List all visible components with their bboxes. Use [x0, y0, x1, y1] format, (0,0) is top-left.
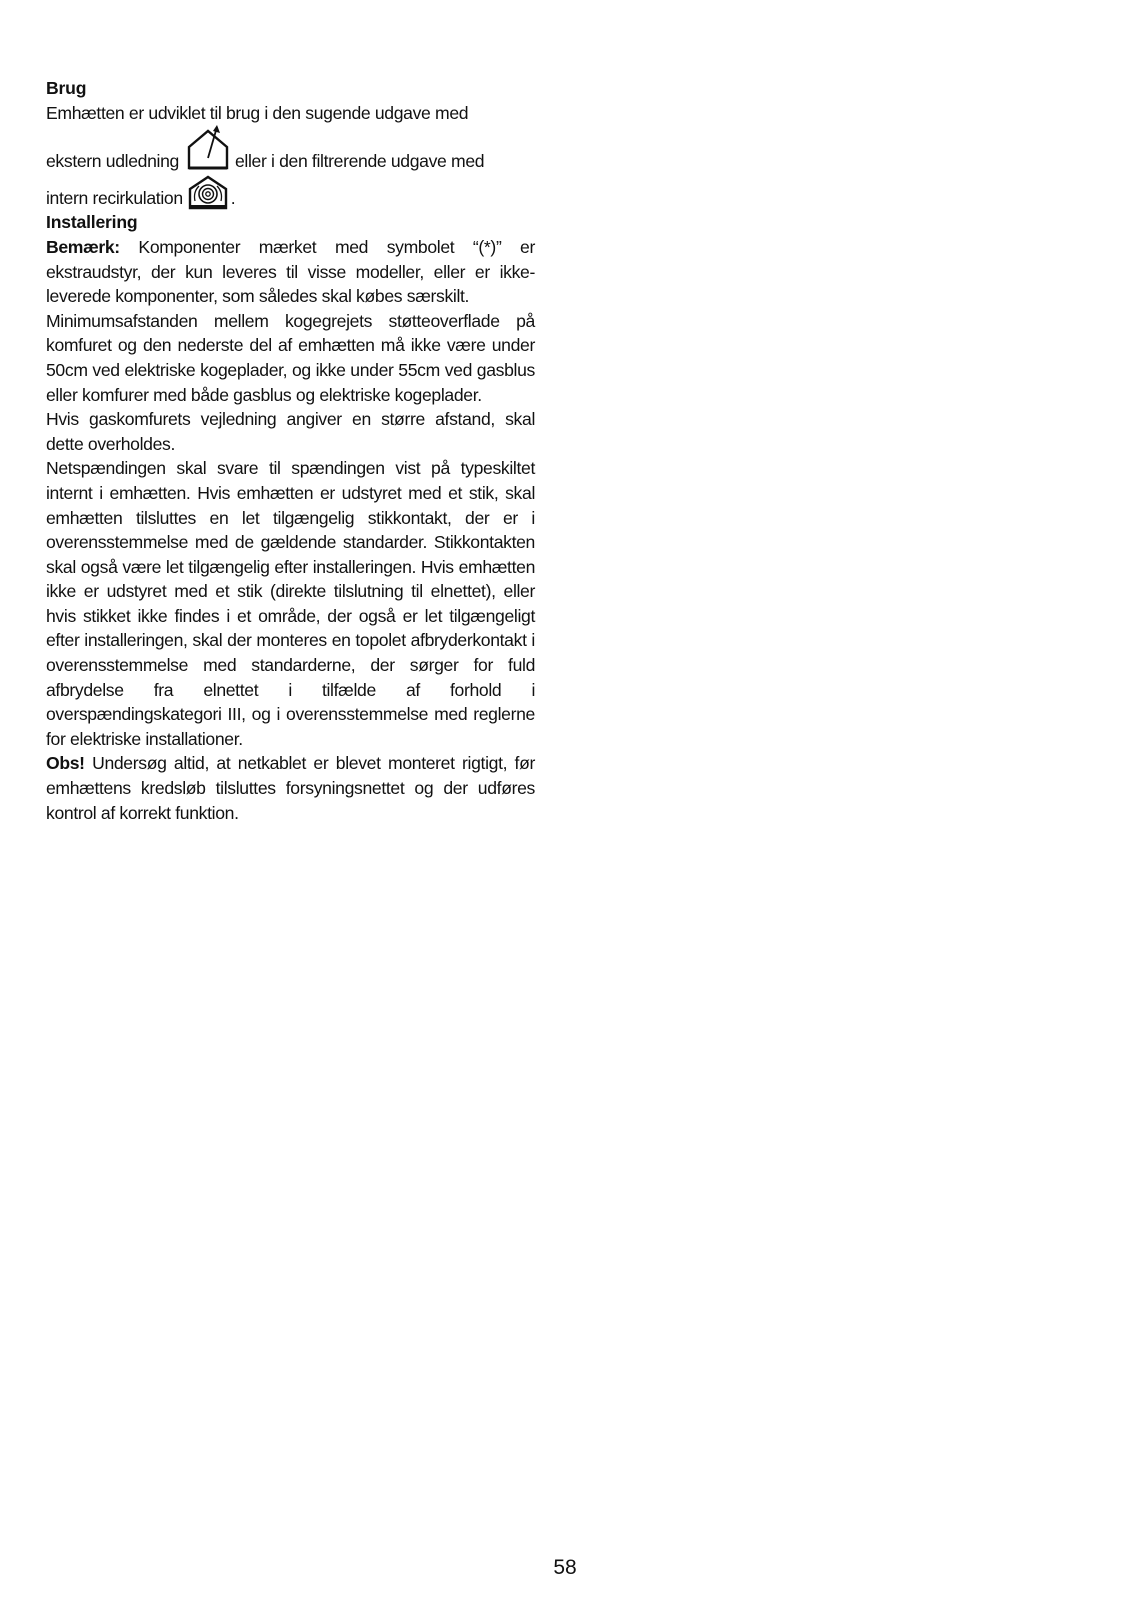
- brug-line-2-before: ekstern udledning: [46, 151, 179, 172]
- brug-line-2: [46, 125, 535, 174]
- note-label: Bemærk:: [46, 236, 120, 257]
- house-exhaust-icon: [185, 125, 231, 171]
- obs-paragraph: [46, 751, 535, 825]
- house-recirculation-icon: [187, 174, 229, 210]
- brug-line-3: [46, 174, 535, 211]
- obs-text: Undersøg altid, at netkablet er blevet monteret rigtigt, før emhættens kredsløb tilsluttes forsyningsnettet og der udføres kontrol af korrekt funktion.: [46, 753, 535, 823]
- section-heading-installering: Installering: [46, 212, 138, 233]
- gas-paragraph: Hvis gaskomfurets vejledning angiver en større afstand, skal dette overholdes.: [46, 409, 535, 454]
- brug-line-2-after: eller i den filtrerende udgave med: [234, 151, 485, 172]
- section-heading-brug: Brug: [46, 78, 87, 98]
- note-text: Komponenter mærket med symbolet “(*)” er ekstraudstyr, der kun leveres til visse modeller, eller er ikke-leverede komponenter, som således skal købes særskilt.: [46, 236, 535, 307]
- text-column: [46, 76, 535, 825]
- brug-line-3-before: intern recirkulation: [46, 187, 183, 208]
- distance-paragraph: Minimumsafstanden mellem kogegrejets støtteoverflade på komfuret og den nederste del af emhætten må ikke være under 50cm ved elektriske kogeplader, og ikke under 55cm ved gasblus eller komfurer med både gasblus og elektriske kogeplader.: [46, 310, 535, 405]
- note-paragraph: [46, 235, 535, 309]
- brug-line-1: Emhætten er udviklet til brug i den sugende udgave med: [46, 102, 469, 123]
- voltage-paragraph: Netspændingen skal svare til spændingen vist på typeskiltet internt i emhætten. Hvis emhætten er udstyret med et stik, skal emhætten tilsluttes en let tilgængelig stikkontakt, der er i overensstemmelse med de gældende standarder. Stikkontakten skal også være let tilgængelig efter installeringen. Hvis emhætten ikke er udstyret med et stik (direkte tilslutning til elnettet), eller hvis stikket ikke findes i et område, der også er let tilgængeligt efter installeringen, skal der monteres en topolet afbryderkontakt i overensstemmelse med standarderne, der sørger for fuld afbrydelse fra elnettet i tilfælde af forhold i overspændingskategori III, og i overensstemmelse med reglerne for elektriske installationer.: [46, 458, 535, 749]
- brug-line-3-after: .: [230, 187, 236, 208]
- obs-label: Obs!: [46, 753, 85, 774]
- page-number: 58: [553, 1556, 577, 1579]
